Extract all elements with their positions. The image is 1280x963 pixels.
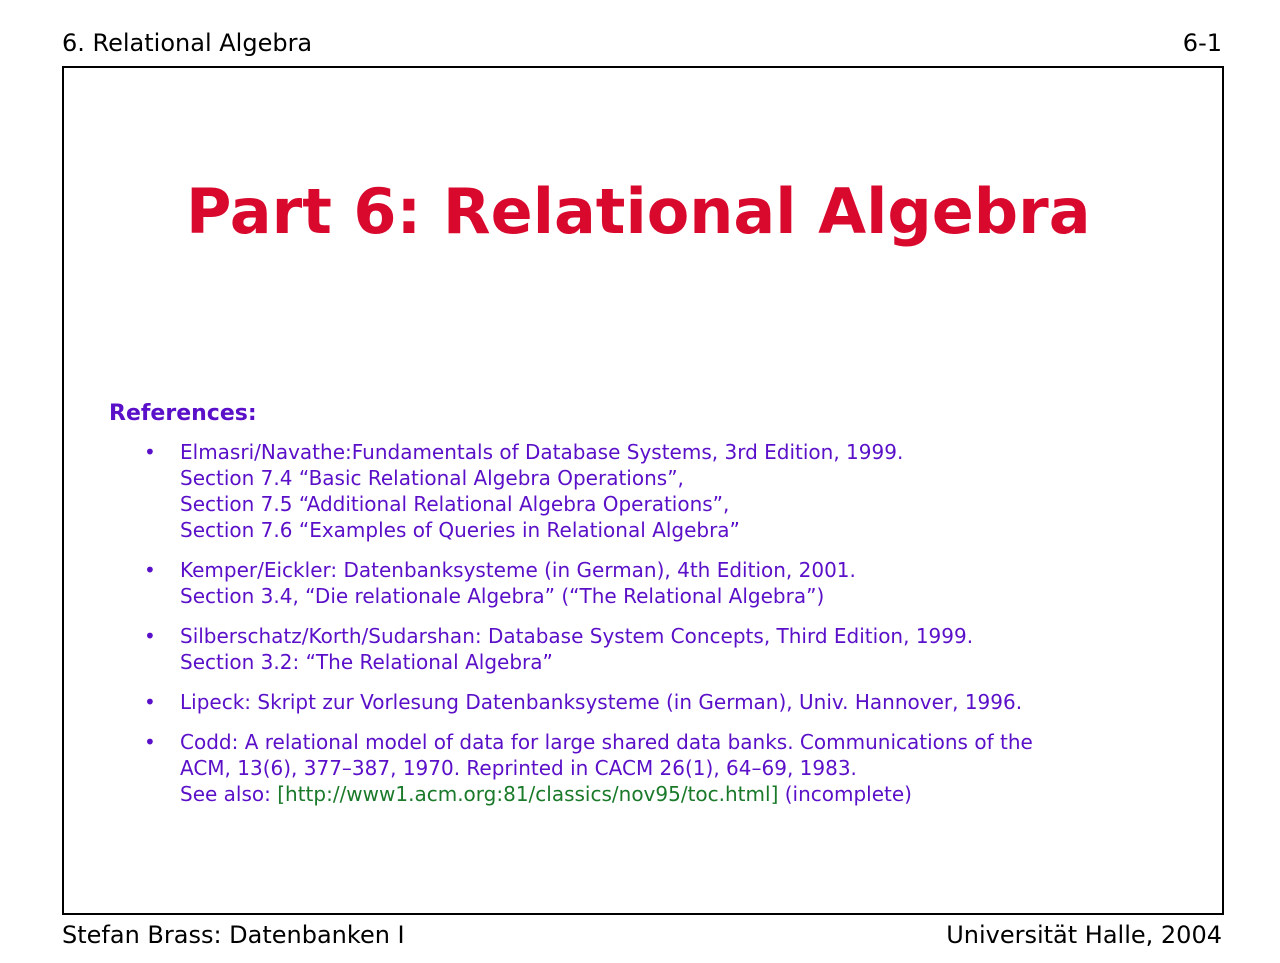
reference-line: Section 7.6 “Examples of Queries in Relational Algebra”	[180, 518, 740, 542]
reference-line: Section 3.2: “The Relational Algebra”	[180, 650, 553, 674]
reference-line: Elmasri/Navathe:Fundamentals of Database Systems, 3rd Edition, 1999.	[180, 440, 904, 464]
reference-line: Lipeck: Skript zur Vorlesung Datenbanksysteme (in German), Univ. Hannover, 1996.	[180, 690, 1023, 714]
bullet-icon: •	[144, 624, 156, 648]
list-item	[144, 623, 1220, 675]
footer-institution: Universität Halle, 2004	[946, 921, 1222, 949]
slide-title: Part 6: Relational Algebra	[186, 175, 1091, 248]
list-item	[144, 557, 1220, 609]
see-also-suffix: (incomplete)	[778, 782, 912, 806]
reference-line: Section 7.5 “Additional Relational Algebra Operations”,	[180, 492, 730, 516]
see-also-prefix: See also:	[180, 782, 278, 806]
references-heading: References:	[109, 401, 257, 426]
footer-author: Stefan Brass: Datenbanken I	[62, 921, 405, 949]
reference-line: Section 3.4, “Die relationale Algebra” (“The Relational Algebra”)	[180, 584, 825, 608]
list-item	[144, 439, 1220, 543]
reference-line: Section 7.4 “Basic Relational Algebra Operations”,	[180, 466, 684, 490]
bullet-icon: •	[144, 690, 156, 714]
list-item	[144, 729, 1220, 807]
header-page-number: 6-1	[1182, 29, 1222, 57]
references-list	[144, 439, 1220, 821]
bullet-icon: •	[144, 730, 156, 754]
reference-line: Kemper/Eickler: Datenbanksysteme (in German), 4th Edition, 2001.	[180, 558, 856, 582]
reference-line: Silberschatz/Korth/Sudarshan: Database System Concepts, Third Edition, 1999.	[180, 624, 974, 648]
reference-line: ACM, 13(6), 377–387, 1970. Reprinted in CACM 26(1), 64–69, 1983.	[180, 756, 857, 780]
reference-line: Codd: A relational model of data for large shared data banks. Communications of the	[180, 730, 1033, 754]
slide-frame	[62, 66, 1224, 915]
acm-classics-link[interactable]: [http://www1.acm.org:81/classics/nov95/toc.html]	[277, 782, 779, 806]
bullet-icon: •	[144, 558, 156, 582]
bullet-icon: •	[144, 440, 156, 464]
see-also-line	[180, 781, 1220, 807]
header-section-title: 6. Relational Algebra	[62, 29, 313, 57]
list-item	[144, 689, 1220, 715]
